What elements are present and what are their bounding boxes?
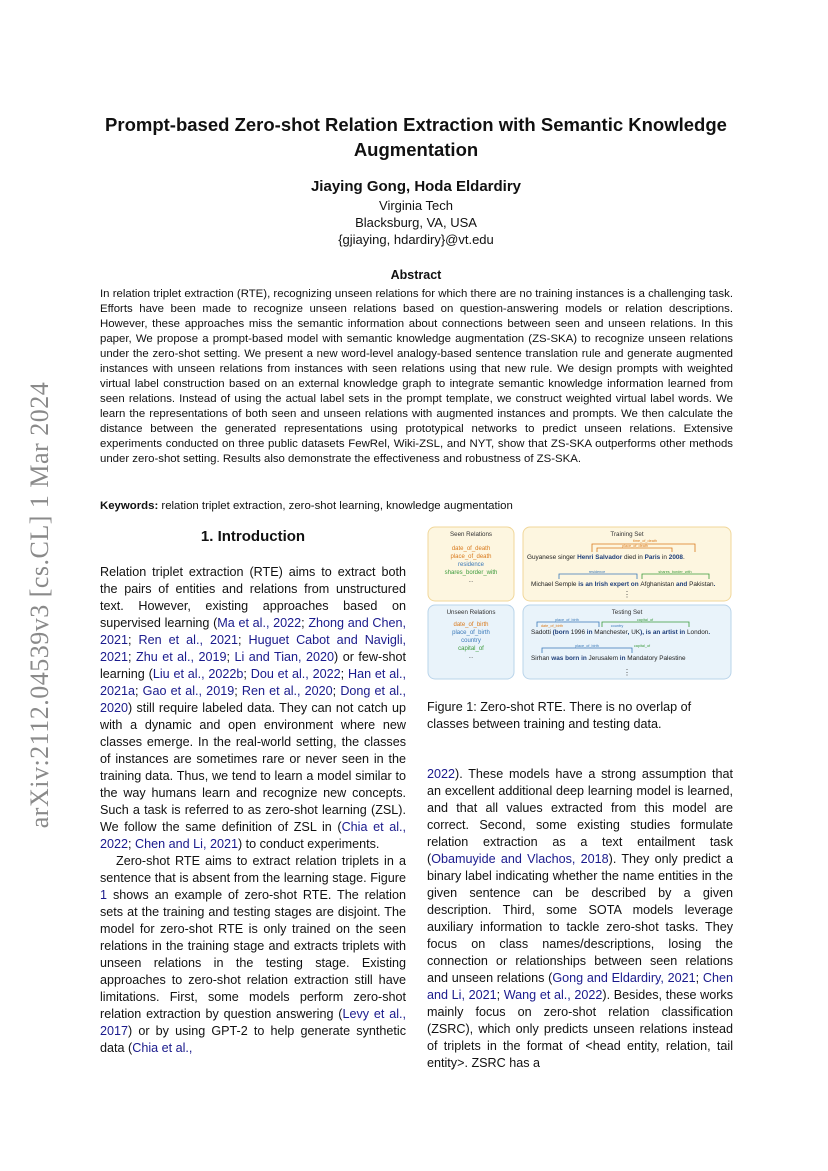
citation-link[interactable]: Ma et al., 2022 bbox=[217, 616, 302, 630]
citation-link[interactable]: Huguet Cabot and Navigli, 2021 bbox=[100, 633, 406, 664]
citation-link[interactable]: Han et al., 2021a bbox=[100, 667, 407, 698]
seen-relation-item: shares_border_with bbox=[444, 570, 498, 576]
abstract-heading: Abstract bbox=[390, 268, 442, 282]
figure-1-caption: Figure 1: Zero-shot RTE. There is no overlap of classes between training and testing data. bbox=[427, 700, 692, 731]
abstract-body: In relation triplet extraction (RTE), recognizing unseen relations for which there are no training instances is a challenging task. Efforts have been made to recognize unseen relations based on question-answering models or relation descriptions. However, these approaches miss the semantic information about connections between seen and unseen relations. In this paper, We propose a prompt-based model with semantic knowledge augmentation (ZS-SKA) to recognize unseen relations under the zero-shot setting. We present a new word-level analogy-based sentence translation rule and generate augmented instances with unseen relations from instances with seen relations using that new rule. We design prompts with weighted virtual label construction based on an external knowledge graph to integrate semantic knowledge information learned from seen relations. Instead of using the actual label sets in the prompt template, we construct weighted virtual label words. We learn the representations of both seen and unseen relations with augmented instances and prompts. We then calculate the distance between the generated representations using prototypical networks to predict unseen relations. Extensive experiments conducted on three public datasets FewRel, Wiki-ZSL, and NYT, show that ZS-SKA outperforms other methods under zero-shot setting. Results also demonstrate the effectiveness and robustness of ZS-SKA. bbox=[100, 288, 733, 465]
affiliation-location: Blacksburg, VA, USA bbox=[355, 215, 477, 230]
seen-relations-title: Seen Relations bbox=[450, 531, 492, 538]
training-sentence-2: Michael Semple is an Irish expert on Afghanistan and Pakistan. bbox=[531, 581, 716, 588]
citation-link[interactable]: Zhu et al., 2019 bbox=[136, 650, 227, 664]
intro-paragraph-1: Relation triplet extraction (RTE) aims to extract both the pairs of entities and relations from unstructured text. However, existing approaches based on supervised learning (Ma et al., 2022; Zhong and Chen, 2021; Ren et al., 2021; Huguet Cabot and Navigli, 2021; Zhu et al., 2019; Li and Tian, 2020) or few-shot learning (Liu et al., 2022b; Dou et al., 2022; Han et al., 2021a; Gao et al., 2019; Ren et al., 2020; Dong et al., 2020) still require labeled data. They can not catch up with a dynamic and open environment where new classes emerge. In the real-world setting, the classes of instances are sometimes rare or never seen in the training data. Thus, we tend to learn a model similar to the way humans learn and recognize new concepts. Such a task is referred to as zero-shot learning (ZSL). We follow the same definition of ZSL in (Chia et al., 2022; Chen and Li, 2021) to conduct experiments. bbox=[100, 565, 407, 851]
citation-link[interactable]: 2022 bbox=[427, 767, 456, 781]
arxiv-id: arXiv:2112.04539v3 [cs.CL] 1 Mar 2024 bbox=[25, 381, 55, 829]
training-set-title: Training Set bbox=[610, 531, 644, 538]
left-column bbox=[100, 564, 406, 1057]
citation-link[interactable]: Dong et al., 2020 bbox=[100, 684, 406, 715]
unseen-relation-item: country bbox=[461, 638, 481, 644]
relation-label: shares_border_with bbox=[658, 570, 692, 574]
citation-link[interactable]: Liu et al., 2022b bbox=[152, 667, 244, 681]
relation-label: capital_of bbox=[636, 618, 654, 622]
citation-link[interactable]: Li and Tian, 2020 bbox=[234, 650, 335, 664]
unseen-relation-item: date_of_birth bbox=[453, 622, 489, 628]
seen-relation-item: ... bbox=[468, 578, 474, 584]
seen-relation-item: place_of_death bbox=[450, 554, 492, 560]
testing-set-title: Testing Set bbox=[611, 609, 643, 616]
intro-paragraph-2: Zero-shot RTE aims to extract relation triplets in a sentence that is absent from the learning stage. Figure 1 shows an example of zero-shot RTE. The relation sets at the training and testing stages are disjoint. The model for zero-shot RTE is only trained on the seen relations in the training stage and extracts triplets with unseen relations in the testing stage. Existing approaches to zero-shot relation extraction still have limitations. First, some models perform zero-shot relation extraction by question answering (Levy et al., 2017) or by using GPT-2 to help generate synthetic data (Chia et al., bbox=[100, 854, 406, 1055]
citation-link[interactable]: Levy et al., 2017 bbox=[100, 1007, 406, 1038]
unseen-relation-item: capital_of bbox=[458, 646, 484, 652]
unseen-relations-title: Unseen Relations bbox=[446, 609, 496, 616]
citation-link[interactable]: Chen and Li, 2021 bbox=[427, 971, 734, 1002]
figure-1 bbox=[427, 526, 733, 680]
testing-ellipsis: ⋮ bbox=[623, 668, 631, 677]
right-column bbox=[427, 766, 733, 1072]
keywords-text: relation triplet extraction, zero-shot learning, knowledge augmentation bbox=[158, 500, 513, 512]
relation-label: time_of_death bbox=[632, 539, 658, 543]
relation-label: residence bbox=[588, 570, 606, 574]
keywords-line bbox=[100, 500, 740, 512]
citation-link[interactable]: Obamuyide and Vlachos, 2018 bbox=[431, 852, 609, 866]
citation-link[interactable]: Ren et al., 2021 bbox=[138, 633, 238, 647]
unseen-relation-item: place_of_birth bbox=[452, 630, 490, 636]
citation-link[interactable]: Dou et al., 2022 bbox=[250, 667, 341, 681]
unseen-relation-item: ... bbox=[468, 654, 474, 660]
relation-label: place_of_birth bbox=[575, 644, 599, 648]
arxiv-sidebar-stamp bbox=[18, 370, 62, 840]
citation-link[interactable]: Gao et al., 2019 bbox=[142, 684, 235, 698]
testing-sentence-2: Sirhan was born in Jerusalem in Mandatory Palestine bbox=[531, 655, 686, 662]
citation-link[interactable]: Gong and Eldardiry, 2021 bbox=[552, 971, 696, 985]
paper-authors: Jiaying Gong, Hoda Eldardiry bbox=[310, 178, 522, 195]
relation-label: date_of_birth bbox=[540, 624, 564, 628]
training-ellipsis: ⋮ bbox=[623, 590, 631, 599]
keywords-label: Keywords: bbox=[100, 500, 159, 512]
citation-link[interactable]: Chia et al., 2022 bbox=[100, 820, 406, 851]
affiliation-institution: Virginia Tech bbox=[379, 198, 453, 213]
citation-link[interactable]: Zhong and Chen, 2021 bbox=[100, 616, 407, 647]
citation-link[interactable]: 1 bbox=[100, 888, 108, 902]
citation-link[interactable]: Chen and Li, 2021 bbox=[135, 837, 238, 851]
author-affiliation bbox=[100, 197, 732, 248]
seen-relation-item: date_of_death bbox=[451, 546, 491, 552]
affiliation-emails: {gjiaying, hdardiry}@vt.edu bbox=[338, 232, 494, 247]
citation-link[interactable]: Wang et al., 2022 bbox=[503, 988, 603, 1002]
relation-label: country bbox=[610, 624, 624, 628]
paper-title: Prompt-based Zero-shot Relation Extraction with Semantic Knowledge Augmentation bbox=[105, 114, 727, 160]
figure-1-diagram bbox=[427, 526, 733, 680]
seen-relation-item: residence bbox=[457, 562, 485, 568]
intro-paragraph-3: 2022). These models have a strong assumption that an excellent additional deep learning model is learned, and that all values extracted from this model are correct. Second, some existing studies formulate relation extraction as a text entailment task (Obamuyide and Vlachos, 2018). They only predict a binary label indicating whether the name entities in the given sentence can be described by a given description. Third, some SOTA models leverage auxiliary information to tackle zero-shot tasks. They focus on class names/descriptions, losing the connection or relationships between seen relations and unseen relations (Gong and Eldardiry, 2021; Chen and Li, 2021; Wang et al., 2022). Besides, these works mainly focus on zero-shot relation classification (ZSRC), which only predicts unseen relations instead of triplets in the format of <head entity, relation, tail entity>. ZSRC has a bbox=[427, 767, 734, 1070]
relation-label: place_of_birth bbox=[555, 618, 579, 622]
relation-label: capital_of bbox=[633, 644, 651, 648]
training-sentence-1: Guyanese singer Henri Salvador died in Paris in 2008. bbox=[527, 554, 685, 561]
citation-link[interactable]: Ren et al., 2020 bbox=[241, 684, 333, 698]
relation-label: place_of_death bbox=[622, 544, 648, 548]
testing-sentence-1: Sadotti (born 1996 in Manchester, UK), is an artist in London. bbox=[531, 629, 711, 636]
citation-link[interactable]: Chia et al., bbox=[132, 1041, 193, 1055]
section-heading-introduction: 1. Introduction bbox=[200, 528, 306, 545]
